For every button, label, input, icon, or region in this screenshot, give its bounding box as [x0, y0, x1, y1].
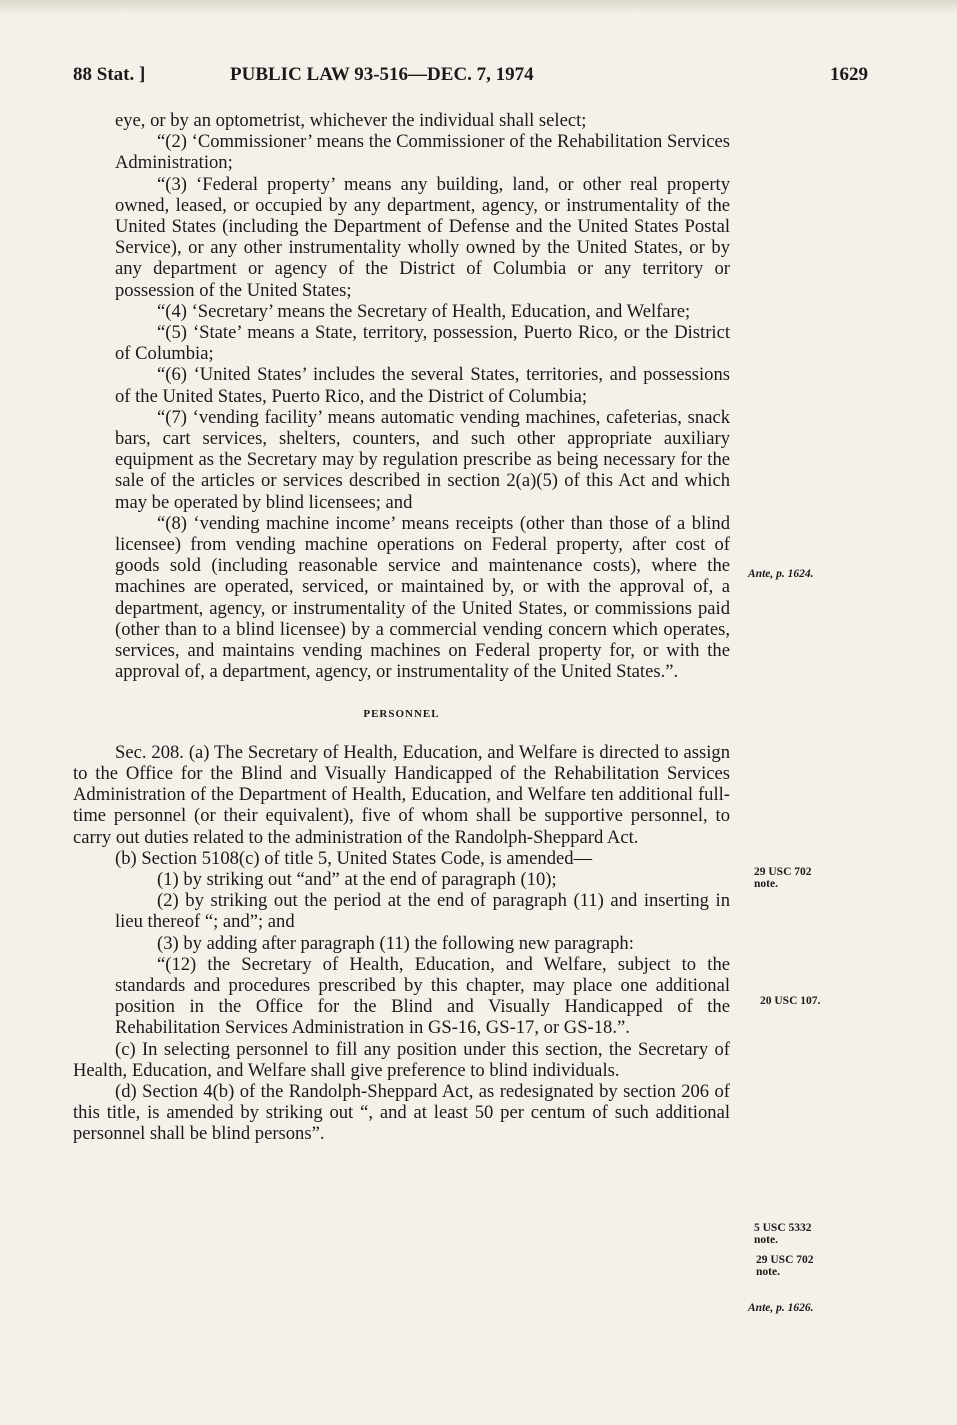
definition-vending-facility: “(7) ‘vending facility’ means automatic vending machines, cafeterias, snack bars, cart services, shelters, counters, and such other appropriate auxiliary equipment as the Secretary may by regulation prescribe as being necessary for the sale of the articles or services described in section 2(a)(5) of this Act and which may be operated by blind licensees; and — [115, 406, 730, 513]
section-heading-personnel: PERSONNEL — [363, 708, 440, 721]
body-text — [73, 110, 730, 1145]
clause-b1: (1) by striking out “and” at the end of paragraph (10); — [157, 868, 557, 890]
margin-note-ante-1626: Ante, p. 1626. — [748, 1302, 814, 1314]
clause-b2: (2) by striking out the period at the end of paragraph (11) and inserting in lieu thereof “; and”; and — [115, 890, 730, 933]
definition-united-states: “(6) ‘United States’ includes the several States, territories, and possessions of the United States, Puerto Rico, and the District of Columbia; — [115, 364, 730, 407]
definition-vending-machine-income: “(8) ‘vending machine income’ means receipts (other than those of a blind licensee) from vending machine operations on Federal property, after cost of goods sold (including reasonable service and maintenance costs), where the machines are operated, serviced, or maintained by, or with the approval of, a department, agency, or instrumentality of the United States, or commissions paid (other than to a blind licensee) by a commercial vending concern which operates, services, and maintains vending machines on Federal property for, or with the approval of, a department, agency, or instrumentality of the United States.”. — [115, 512, 730, 683]
section-208d: (d) Section 4(b) of the Randolph-Sheppard Act, as redesignated by section 206 of this title, is amended by striking out “, and at least 50 per centum of such additional personnel shall be blind persons”. — [73, 1080, 730, 1145]
paragraph-eye: eye, or by an optometrist, whichever the individual shall select; — [115, 110, 587, 131]
definition-state: “(5) ‘State’ means a State, territory, possession, Puerto Rico, or the District of Columbia; — [115, 322, 730, 365]
margin-note-ante-1624: Ante, p. 1624. — [748, 568, 814, 580]
definition-federal-property: “(3) ‘Federal property’ means any building, land, or other real property owned, leased, or occupied by any department, agency, or instrumentality of the United States (including the Department of Defense and the United States Postal Service), or any other instrumentality wholly owned by the United States, or by any department or agency of the District of Columbia or any territory or possession of the United States; — [115, 173, 730, 301]
clause-b12: “(12) the Secretary of Health, Education, and Welfare, subject to the standards and procedures prescribed by this chapter, may place one additional position in the Office for the Blind and Visually Handicapped of the Rehabilitation Services Administration in GS-16, GS-17, or GS-18.”. — [115, 953, 730, 1039]
margin-note-29usc702-b: 29 USC 702 note. — [756, 1254, 814, 1278]
page-top-edge — [0, 0, 957, 14]
margin-note-29usc702-a: 29 USC 702 note. — [754, 866, 812, 890]
definition-commissioner: “(2) ‘Commissioner’ means the Commissioner of the Rehabilitation Services Administration; — [115, 131, 730, 174]
margin-note-5usc5332: 5 USC 5332 note. — [754, 1222, 812, 1246]
header-title: PUBLIC LAW 93-516—DEC. 7, 1974 — [230, 64, 534, 85]
clause-b3: (3) by adding after paragraph (11) the following new paragraph: — [157, 932, 634, 954]
definition-secretary: “(4) ‘Secretary’ means the Secretary of Health, Education, and Welfare; — [157, 300, 691, 322]
section-208a: Sec. 208. (a) The Secretary of Health, Education, and Welfare is directed to assign to the Office for the Blind and Visually Handicapped of the Rehabilitation Services Administration of the Department of Health, Education, and Welfare ten additional full-time personnel (or their equivalent), five of whom shall be supportive personnel, to carry out duties related to the administration of the Randolph-Sheppard Act. — [73, 741, 730, 848]
header-statute-ref: 88 Stat. ] — [73, 64, 146, 85]
margin-note-20usc107: 20 USC 107. — [760, 995, 821, 1007]
page-header — [73, 64, 868, 92]
section-208c: (c) In selecting personnel to fill any position under this section, the Secretary of Health, Education, and Welfare shall give preference to blind individuals. — [73, 1038, 730, 1081]
section-208b: (b) Section 5108(c) of title 5, United States Code, is amended— — [115, 847, 593, 869]
page-number: 1629 — [830, 64, 868, 85]
